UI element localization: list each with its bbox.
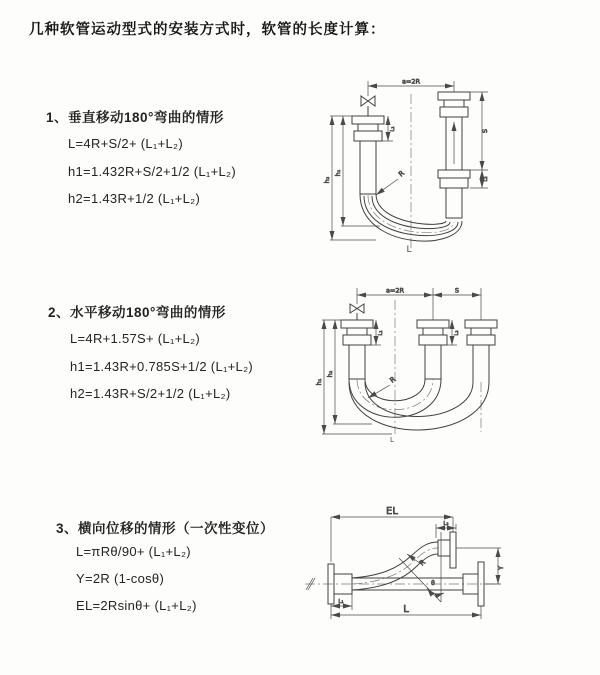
- svg-text:R: R: [388, 375, 398, 385]
- svg-text:a=2R: a=2R: [385, 286, 405, 295]
- svg-text:L₂: L₂: [454, 330, 460, 336]
- section-1-formula-h2: h2=1.43R+1/2 (L₁+L₂): [68, 191, 201, 206]
- dim-l2: [441, 320, 460, 345]
- dim-span-a2r: [357, 287, 481, 321]
- section-1-heading: 1、垂直移动180°弯曲的情形: [46, 110, 224, 125]
- svg-text:h₂: h₂: [323, 176, 331, 184]
- middle-flange-fitting: [417, 320, 449, 345]
- valve-icon: [350, 304, 364, 320]
- left-flange-fitting: [352, 116, 384, 141]
- dim-l1: [365, 320, 384, 345]
- dim-el: [331, 506, 453, 562]
- right-flange-fitting: [465, 320, 497, 345]
- svg-text:EL: EL: [386, 506, 398, 517]
- section-2-formula-h1: h1=1.43R+0.785S+1/2 (L₁+L₂): [70, 359, 254, 374]
- section-1-formula-l: L=4R+S/2+ (L₁+L₂): [68, 136, 183, 151]
- section-3-formula-y: Y=2R (1-cosθ): [76, 571, 165, 586]
- dim-s: [470, 92, 489, 170]
- svg-text:R: R: [397, 169, 407, 179]
- length-label: L: [406, 245, 412, 255]
- right-hose-braided-section: [446, 188, 462, 218]
- radius-leader: [368, 375, 397, 398]
- section-1-formula-h1: h1=1.432R+S/2+1/2 (L₁+L₂): [68, 164, 236, 179]
- length-label: L: [390, 436, 394, 444]
- section-3-formula-el: EL=2Rsinθ+ (L₁+L₂): [76, 598, 197, 613]
- dim-s: [433, 287, 481, 296]
- right-pipe: [473, 345, 489, 382]
- section-3-heading: 3、横向位移的情形（一次性变位）: [56, 521, 275, 536]
- dim-l2: [470, 170, 489, 188]
- svg-text:θ: θ: [431, 580, 435, 587]
- figure-lateral-displacement: [303, 498, 595, 665]
- dim-h-outer: [323, 116, 376, 240]
- dim-l: [331, 604, 481, 619]
- figure-horizontal-180-bend: [312, 282, 582, 462]
- page-title: 几种软管运动型式的安装方式时，软管的长度计算：: [29, 22, 386, 38]
- left-flange-fitting: [341, 320, 373, 345]
- left-hose-braided-section: [349, 345, 365, 379]
- svg-text:S: S: [481, 128, 489, 134]
- svg-text:a=2R: a=2R: [401, 77, 421, 86]
- svg-text:L₁: L₁: [390, 126, 396, 132]
- svg-text:S: S: [454, 286, 460, 295]
- u-bend-hose-position-2: [349, 382, 489, 430]
- middle-hose-braided-section: [425, 345, 441, 379]
- radius-leader: [376, 169, 406, 195]
- svg-text:R: R: [418, 558, 428, 568]
- section-3-formula-l: L=πRθ/90+ (L₁+L₂): [76, 544, 191, 559]
- section-2-formula-h2: h2=1.43R+S/2+1/2 (L₁+L₂): [70, 386, 231, 401]
- svg-text:h₁: h₁: [315, 378, 323, 386]
- svg-text:L₁: L₁: [338, 599, 344, 605]
- right-upper-flange-fitting: [438, 92, 470, 117]
- svg-text:Y: Y: [497, 565, 505, 571]
- dim-span-a2r: [368, 78, 454, 97]
- svg-text:L: L: [403, 604, 409, 615]
- dim-l1: [376, 116, 396, 141]
- dim-h-inner: [334, 116, 380, 226]
- section-2-formula-l: L=4R+1.57S+ (L₁+L₂): [70, 331, 201, 346]
- svg-text:L₂: L₂: [443, 521, 449, 527]
- right-lower-flange-fitting: [438, 170, 470, 188]
- svg-text:L₁: L₁: [378, 330, 384, 336]
- svg-text:h₁: h₁: [334, 169, 342, 177]
- figure-vertical-180-bend: [312, 76, 537, 256]
- left-hose-braided-section: [360, 141, 376, 194]
- valve-icon: [361, 96, 375, 116]
- section-2-heading: 2、水平移动180°弯曲的情形: [48, 305, 226, 320]
- svg-text:h₂: h₂: [326, 370, 334, 378]
- svg-text:L₂: L₂: [483, 176, 489, 182]
